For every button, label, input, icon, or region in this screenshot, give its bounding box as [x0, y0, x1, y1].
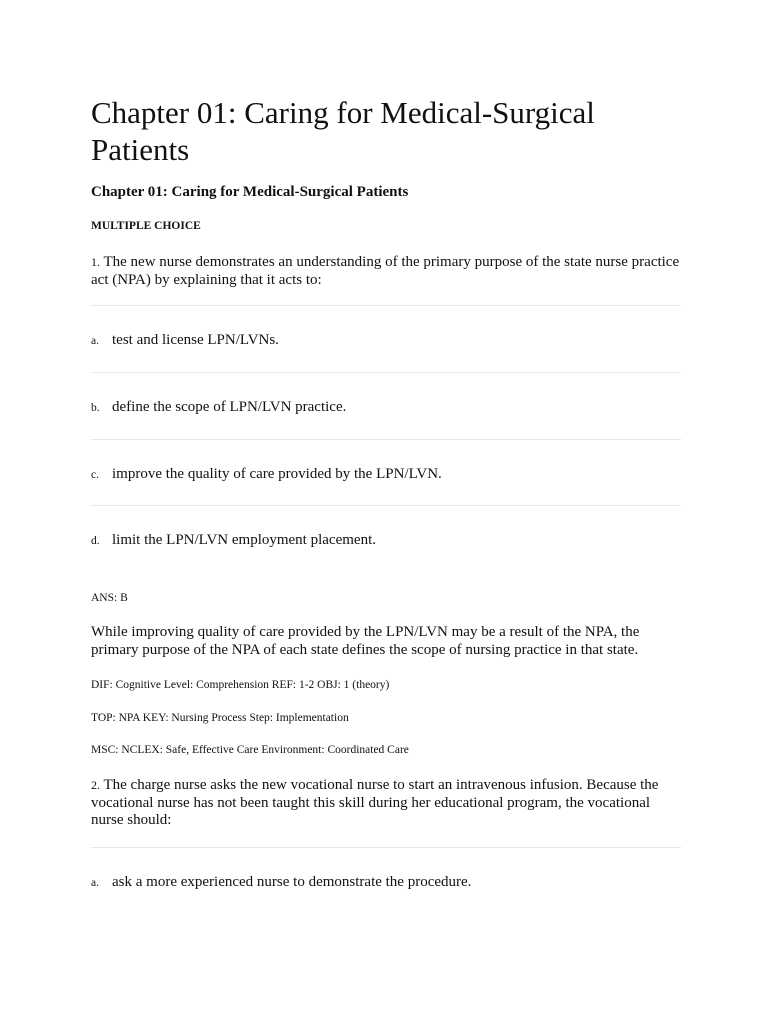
section-heading: MULTIPLE CHOICE: [91, 220, 201, 232]
option-letter: b.: [91, 402, 100, 414]
chapter-heading: Chapter 01: Caring for Medical-Surgical Patients: [91, 184, 409, 200]
question-1-text: The new nurse demonstrates an understanding of the primary purpose of the state nurse practice act (NPA) by explaining that it acts to:: [91, 254, 680, 288]
question-2-text: The charge nurse asks the new vocational nurse to start an intravenous infusion. Because the vocational nurse has not been taught this skill during her educational program, the vocational nurse should:: [91, 777, 659, 828]
option-letter: a.: [91, 335, 99, 347]
divider: [91, 372, 681, 373]
question-1-number: 1.: [91, 255, 100, 269]
option-text: test and license LPN/LVNs.: [112, 332, 279, 348]
divider: [91, 439, 681, 440]
question-1-option-a: [91, 331, 681, 350]
divider: [91, 305, 681, 306]
question-2: [91, 777, 681, 830]
option-text: limit the LPN/LVN employment placement.: [112, 532, 376, 548]
meta-topic: TOP: NPA KEY: Nursing Process Step: Implementation: [91, 712, 349, 724]
question-1-option-c: [91, 465, 681, 484]
question-1-option-d: [91, 531, 681, 550]
answer-rationale: While improving quality of care provided by the LPN/LVN may be a result of the NPA, the primary purpose of the NPA of each state defines the scope of nursing practice in that state.: [91, 624, 640, 658]
document-title: Chapter 01: Caring for Medical-Surgical Patients: [91, 95, 595, 167]
option-text: ask a more experienced nurse to demonstrate the procedure.: [112, 874, 472, 890]
question-2-option-a: [91, 873, 681, 892]
question-1-option-b: [91, 398, 681, 417]
divider: [91, 847, 681, 848]
option-letter: a.: [91, 877, 99, 889]
option-letter: c.: [91, 469, 99, 481]
option-text: improve the quality of care provided by the LPN/LVN.: [112, 466, 442, 482]
meta-nclex: MSC: NCLEX: Safe, Effective Care Environment: Coordinated Care: [91, 744, 409, 756]
answer-key: ANS: B: [91, 592, 128, 604]
divider: [91, 505, 681, 506]
question-1: [91, 254, 681, 289]
option-letter: d.: [91, 535, 100, 547]
option-text: define the scope of LPN/LVN practice.: [112, 399, 347, 415]
meta-difficulty: DIF: Cognitive Level: Comprehension REF: 1-2 OBJ: 1 (theory): [91, 679, 390, 691]
question-2-number: 2.: [91, 778, 100, 792]
